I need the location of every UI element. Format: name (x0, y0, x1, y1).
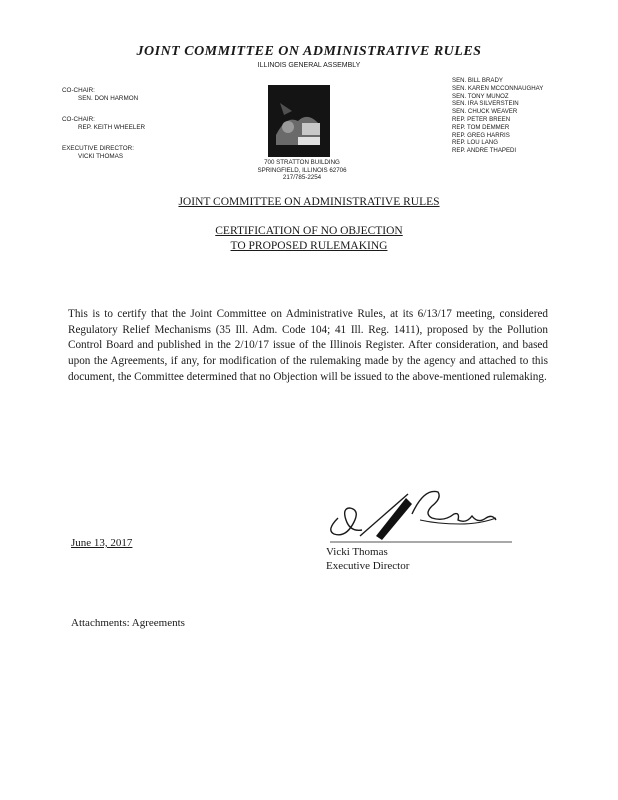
signer-name: Vicki Thomas (326, 546, 388, 558)
member-item: REP. ANDRE THAPEDI (452, 147, 517, 155)
attachments-note: Attachments: Agreements (71, 617, 185, 629)
letterhead-title: JOINT COMMITTEE ON ADMINISTRATIVE RULES (136, 44, 482, 59)
address-line-2: SPRINGFIELD, ILLINOIS 62706 (257, 166, 347, 174)
certification-heading-line-1: CERTIFICATION OF NO OBJECTION (215, 225, 403, 237)
member-item: SEN. BILL BRADY (452, 77, 503, 84)
address-block (242, 159, 362, 182)
cochair-label: CO-CHAIR: (62, 87, 95, 94)
letterhead-subtitle: ILLINOIS GENERAL ASSEMBLY (257, 62, 361, 69)
executive-director-name: VICKI THOMAS (78, 153, 124, 160)
member-item: SEN. CHUCK WEAVER (452, 108, 518, 116)
member-item: REP. TOM DEMMER (452, 123, 510, 131)
address-phone: 217/785-2254 (282, 174, 322, 182)
signer-title: Executive Director (326, 560, 410, 572)
address-line-1: 700 STRATTON BUILDING (264, 159, 340, 166)
executive-director-label: EXECUTIVE DIRECTOR: (62, 145, 134, 152)
cochair-block-1 (62, 87, 138, 103)
member-item: SEN. TONY MUNOZ (452, 92, 509, 100)
member-item: REP. LOU LANG (452, 139, 498, 147)
member-item: REP. GREG HARRIS (452, 131, 510, 139)
certification-body: This is to certify that the Joint Committee on Administrative Rules, at its 6/13/17 meeting, considered Regulatory Relief Mechanisms (35 Ill. Adm. Code 104; 41 Ill. Reg. 1411), proposed by the Pollution Control Board and published in the 2/10/17 issue of the Illinois Register. After consideration, and based upon the Agreements, if any, for modification of the rulemaking made by the agency and attached to this document, the Committee determined that no Objection will be issued to the above-mentioned rulemaking. (68, 308, 548, 383)
cochair-name: SEN. DON HARMON (78, 95, 139, 102)
certification-heading-line-2: TO PROPOSED RULEMAKING (230, 240, 388, 252)
committee-heading: JOINT COMMITTEE ON ADMINISTRATIVE RULES (178, 196, 440, 208)
member-item: SEN. KAREN MCCONNAUGHAY (452, 84, 544, 92)
member-item: SEN. IRA SILVERSTEIN (452, 100, 519, 108)
certification-date: June 13, 2017 (71, 537, 133, 549)
member-list (452, 77, 543, 155)
signature-image (320, 484, 520, 546)
cochair-block-2 (62, 116, 145, 132)
cochair-name: REP. KEITH WHEELER (78, 124, 146, 131)
state-seal-image (268, 85, 330, 157)
executive-director-block (62, 145, 134, 161)
member-item: REP. PETER BREEN (452, 115, 511, 123)
cochair-label: CO-CHAIR: (62, 116, 95, 123)
